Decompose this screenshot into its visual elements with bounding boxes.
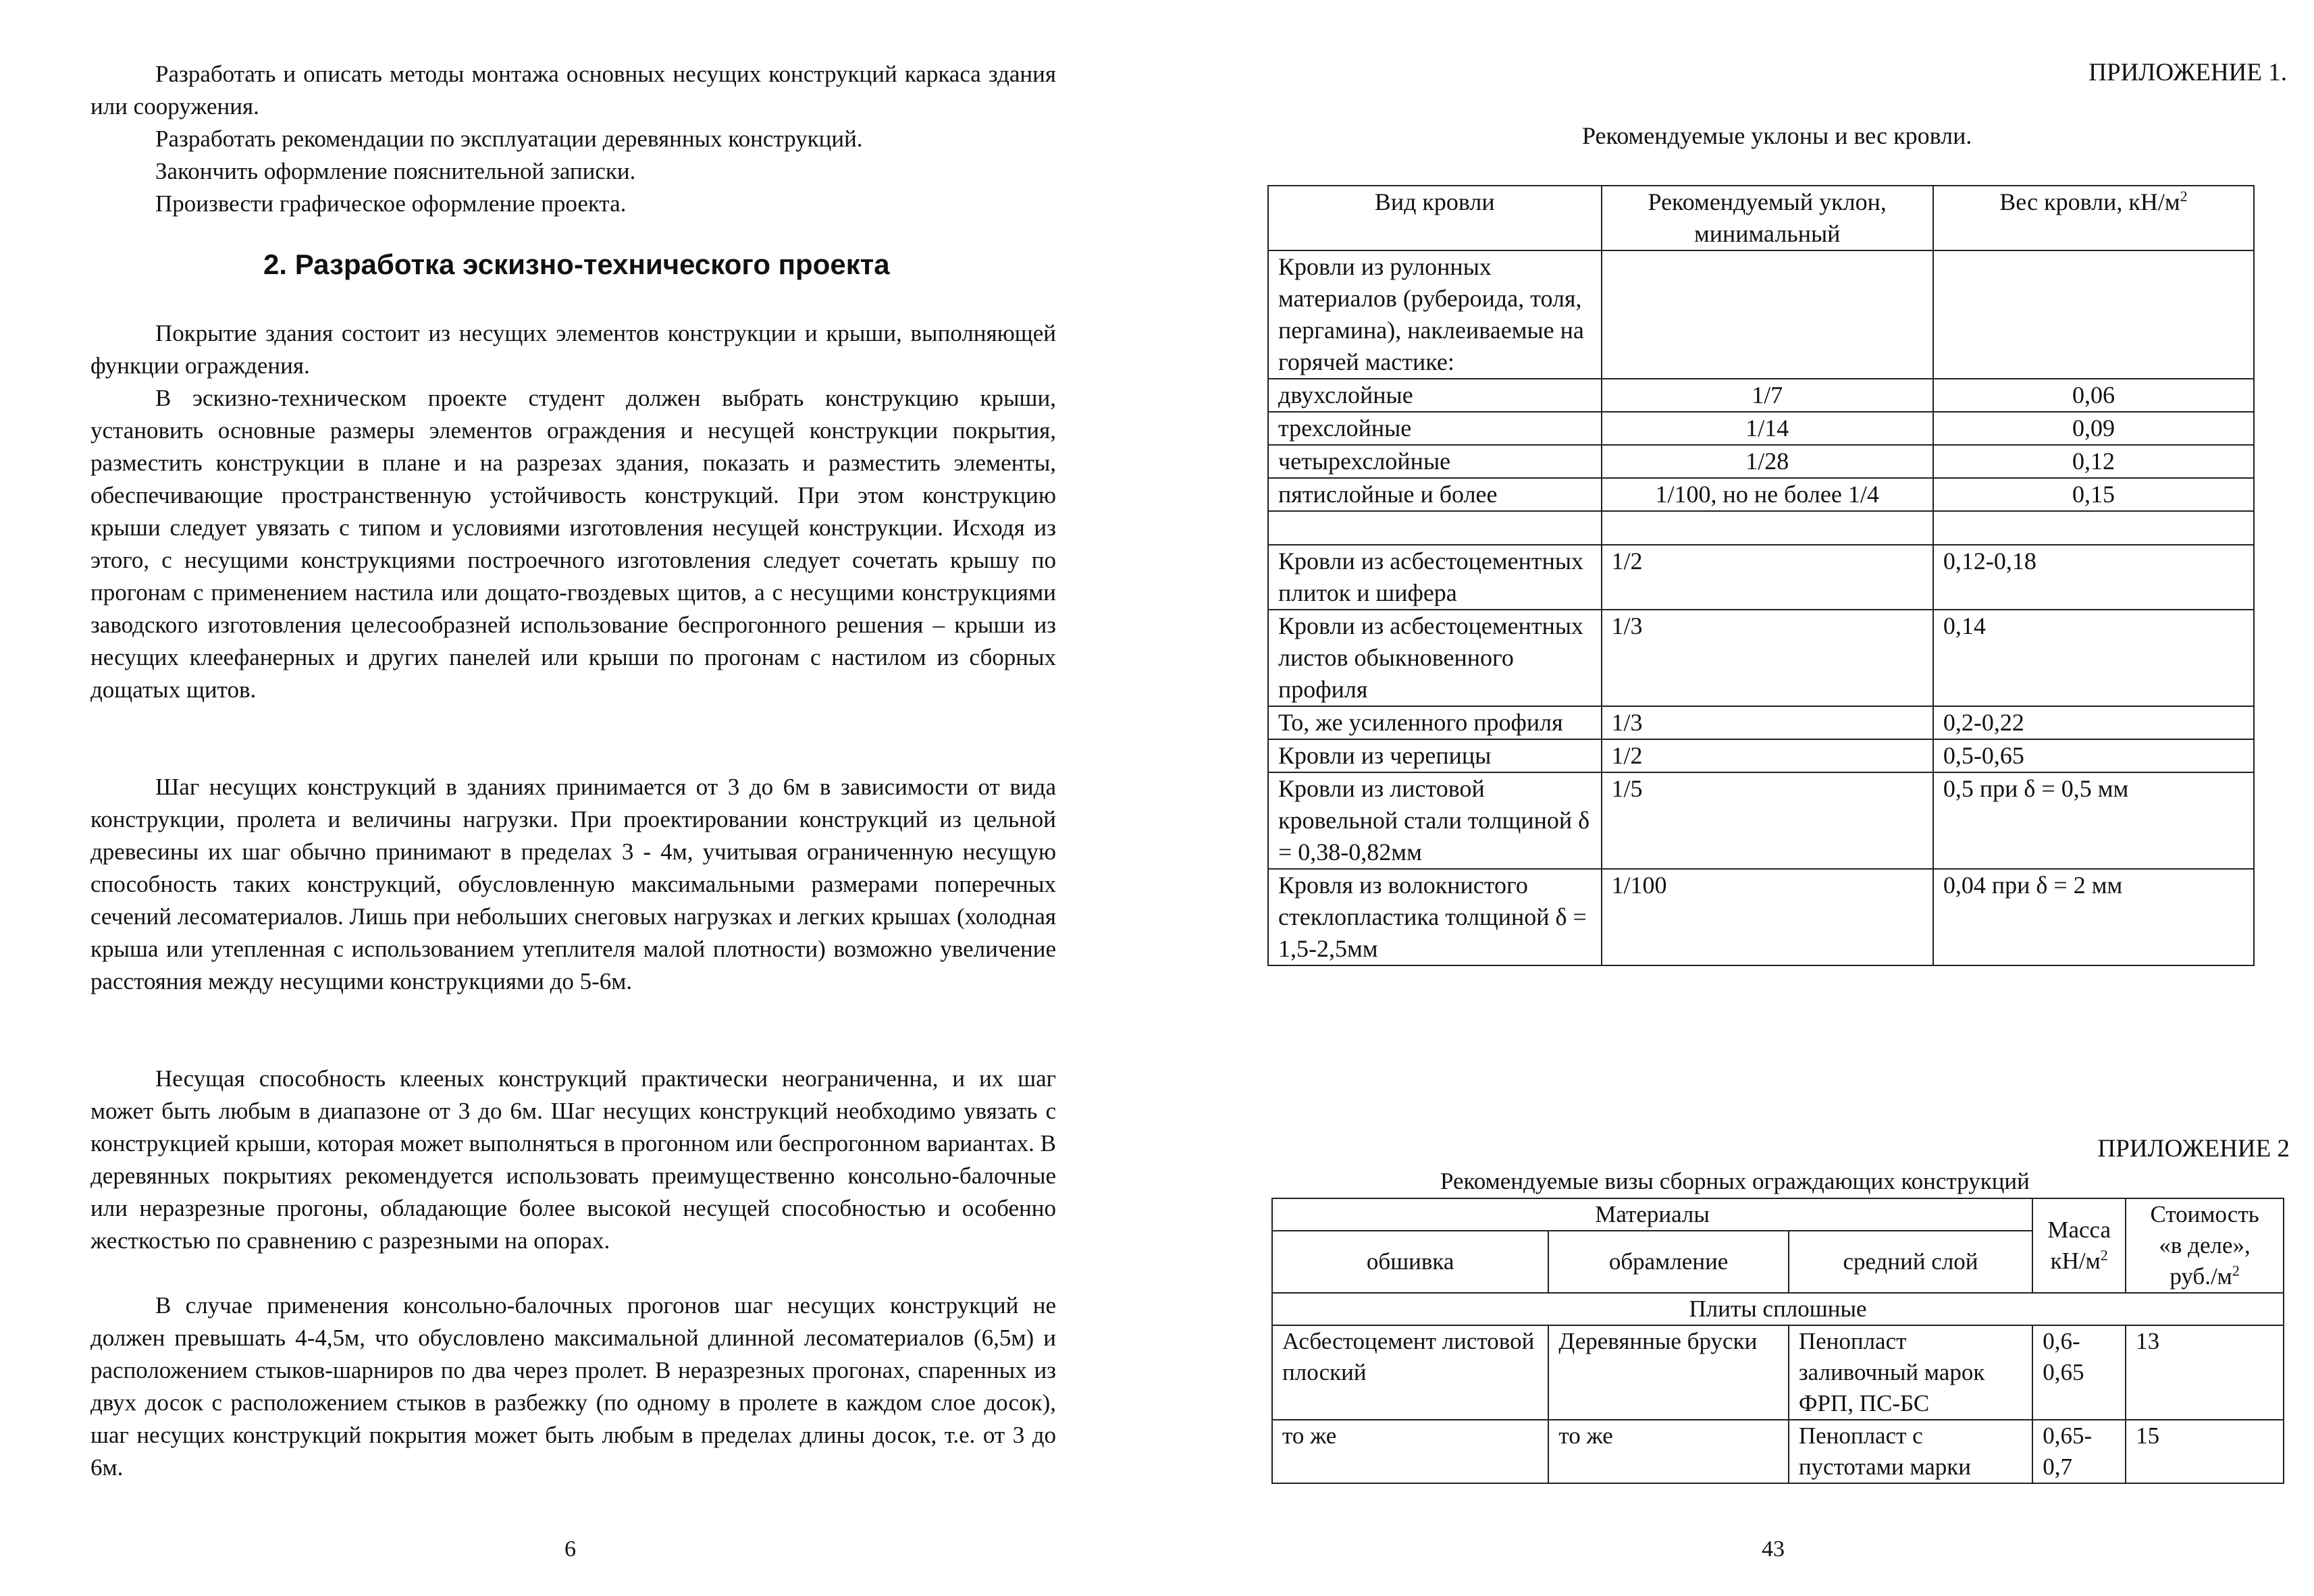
table-row: [1268, 772, 2254, 869]
superscript: 2: [2232, 1262, 2240, 1279]
paragraph: Шаг несущих конструкций в зданиях принимается от 3 до 6м в зависимости от вида конструкции, пролета и величины нагрузки. При проектировании конструкций из цельной древесины их шаг обычно принимают в пределах 3 - 4м, учитывая ограниченную несущую способность таких конструкций, обусловленную максимальными размерами поперечных сечений лесоматериалов. Лишь при небольших снеговых нагрузках и легких крышах (холодная крыша или утепленная с использованием утеплителя малой плотности) возможно увеличение расстояния между несущими конструкциями до 5-6м.: [90, 774, 1056, 994]
table-row: [1272, 1420, 2284, 1483]
middle-layer: Пенопласт заливочный марок ФРП, ПС-БС: [1789, 1325, 2032, 1420]
header-text: Вес кровли, кН/м: [1999, 188, 2180, 215]
enclosing-structures-table: [1271, 1198, 2284, 1484]
table-row: [1268, 869, 2254, 965]
weight: [1933, 511, 2254, 545]
empty-cell: [1602, 250, 1933, 379]
group-cell: Кровли из рулонных материалов (рубероида, толя, пергамина), наклеиваемые на горячей мастике:: [1268, 250, 1602, 379]
mass: 0,6-0,65: [2032, 1325, 2126, 1420]
weight: 0,09: [1933, 412, 2254, 445]
slope: 1/14: [1602, 412, 1933, 445]
slope: 1/100: [1602, 869, 1933, 965]
empty-cell: [1933, 250, 2254, 379]
appendix1-label: ПРИЛОЖЕНИЕ 1.: [2088, 59, 2287, 86]
slope: 1/5: [1602, 772, 1933, 869]
weight: 0,14: [1933, 610, 2254, 706]
roof-slopes-table: [1267, 185, 2255, 966]
header-cell: [2126, 1198, 2284, 1293]
roof-type: трехслойные: [1268, 412, 1602, 445]
mass: 0,65-0,7: [2032, 1420, 2126, 1483]
intro-line: Произвести графическое оформление проекта.: [155, 190, 627, 217]
slope: 1/3: [1602, 706, 1933, 739]
paragraph: Несущая способность клееных конструкций практически неограниченна, и их шаг может быть любым в диапазоне от 3 до 6м. Шаг несущих конструкций необходимо увязать с конструкцией крыши, которая может выполняться в прогонном или беспрогонном вариантах. В деревянных покрытиях рекомендуется использовать преимущественно консольно-балочные или неразрезные прогоны, обладающие более высокой несущей способностью и особенно жесткостью по сравнению с разрезными на опорах.: [90, 1065, 1056, 1254]
slope: 1/2: [1602, 545, 1933, 610]
header-cell: обшивка: [1272, 1231, 1548, 1293]
paragraph: В эскизно-техническом проекте студент должен выбрать конструкцию крыши, установить основные размеры элементов ограждения и несущей конструкции покрытия, разместить конструкции в плане и на разрезах здания, показать и разместить элементы, обеспечивающие пространственную устойчивость конструкций. При этом конструкцию крыши следует увязать с типом и условиями изготовления несущей конструкции. Исходя из этого, с несущими конструкциями построечного изготовления следует сочетать крышу по прогонам с применением настила или дощато-гвоздевых щитов, а с несущими конструкциями заводского изготовления целесообразней использование беспрогонного решения – крыши из несущих клеефанерных и других панелей или крыши по прогонам с настилом из сборных дощатых щитов.: [90, 385, 1056, 703]
table-row: [1268, 610, 2254, 706]
superscript: 2: [2100, 1246, 2108, 1264]
header-text: Стоимость «в деле», руб./м: [2150, 1201, 2259, 1289]
cost: 15: [2126, 1420, 2284, 1483]
roof-type: Кровля из волокнистого стеклопластика толщиной δ = 1,5-2,5мм: [1268, 869, 1602, 965]
right-page: [1157, 0, 2314, 1596]
cost: 13: [2126, 1325, 2284, 1420]
header-cell: [2032, 1198, 2126, 1293]
roof-type: Кровли из черепицы: [1268, 739, 1602, 772]
table-row: [1268, 511, 2254, 545]
weight: 0,04 при δ = 2 мм: [1933, 869, 2254, 965]
appendix2-label: ПРИЛОЖЕНИЕ 2: [2097, 1135, 2290, 1163]
page-number: 43: [1762, 1537, 1785, 1562]
framing: то же: [1548, 1420, 1788, 1483]
group-header: Материалы: [1272, 1198, 2032, 1231]
table-row: [1268, 545, 2254, 610]
page-number: 6: [564, 1537, 576, 1562]
section-row: Плиты сплошные: [1272, 1293, 2284, 1325]
table-row: [1268, 379, 2254, 412]
middle-layer: Пенопласт с пустотами марки: [1789, 1420, 2032, 1483]
appendix2-title: Рекомендуемые визы сборных ограждающих конструкций: [1440, 1168, 2030, 1194]
roof-type: [1268, 511, 1602, 545]
roof-type: Кровли из асбестоцементных листов обыкновенного профиля: [1268, 610, 1602, 706]
roof-type: двухслойные: [1268, 379, 1602, 412]
header-cell: обрамление: [1548, 1231, 1788, 1293]
weight: 0,5 при δ = 0,5 мм: [1933, 772, 2254, 869]
roof-type: Кровли из листовой кровельной стали толщиной δ = 0,38-0,82мм: [1268, 772, 1602, 869]
intro-line: Разработать рекомендации по эксплуатации деревянных конструкций.: [155, 126, 863, 152]
header-cell: Вид кровли: [1268, 186, 1602, 250]
weight: 0,06: [1933, 379, 2254, 412]
table-row: [1268, 412, 2254, 445]
header-cell: [1933, 186, 2254, 250]
weight: 0,5-0,65: [1933, 739, 2254, 772]
roof-type: То, же усиленного профиля: [1268, 706, 1602, 739]
slope: 1/3: [1602, 610, 1933, 706]
slope: 1/2: [1602, 739, 1933, 772]
roof-type: четырехслойные: [1268, 445, 1602, 478]
weight: 0,2-0,22: [1933, 706, 2254, 739]
header-text: Масса кН/м: [2047, 1217, 2111, 1274]
header-cell: средний слой: [1789, 1231, 2032, 1293]
weight: 0,12: [1933, 445, 2254, 478]
cladding: то же: [1272, 1420, 1548, 1483]
slope: 1/28: [1602, 445, 1933, 478]
section-heading: 2. Разработка эскизно-технического проекта: [263, 248, 890, 280]
intro-line: Разработать и описать методы монтажа основных несущих конструкций каркаса здания или сооружения.: [90, 61, 1056, 119]
weight: 0,15: [1933, 478, 2254, 511]
roof-type: пятислойные и более: [1268, 478, 1602, 511]
slope: [1602, 511, 1933, 545]
roof-type: Кровли из асбестоцементных плиток и шифера: [1268, 545, 1602, 610]
appendix1-title: Рекомендуемые уклоны и вес кровли.: [1582, 122, 1972, 149]
paragraph: Покрытие здания состоит из несущих элементов конструкции и крыши, выполняющей функции ограждения.: [90, 320, 1056, 379]
framing: Деревянные бруски: [1548, 1325, 1788, 1420]
table-row: [1268, 478, 2254, 511]
table-row: [1268, 739, 2254, 772]
intro-line: Закончить оформление пояснительной записки.: [155, 158, 636, 184]
weight: 0,12-0,18: [1933, 545, 2254, 610]
slope: 1/7: [1602, 379, 1933, 412]
superscript: 2: [2180, 188, 2188, 205]
table-row: [1272, 1325, 2284, 1420]
paragraph: В случае применения консольно-балочных прогонов шаг несущих конструкций не должен превышать 4-4,5м, что обусловлено максимальной длинной лесоматериалов (6,5м) и расположением стыков-шарниров по два через пролет. В неразрезных прогонах, спаренных из двух досок с расположением стыков в разбежку (по одному в пролете в каждом слое досок), шаг несущих конструкций покрытия может быть любым в пределах длины досок, т.е. от 3 до 6м.: [90, 1292, 1056, 1481]
table-row: [1268, 445, 2254, 478]
cladding: Асбестоцемент листовой плоский: [1272, 1325, 1548, 1420]
slope: 1/100, но не более 1/4: [1602, 478, 1933, 511]
header-cell: Рекомендуемый уклон, минимальный: [1602, 186, 1933, 250]
table-row: [1268, 706, 2254, 739]
